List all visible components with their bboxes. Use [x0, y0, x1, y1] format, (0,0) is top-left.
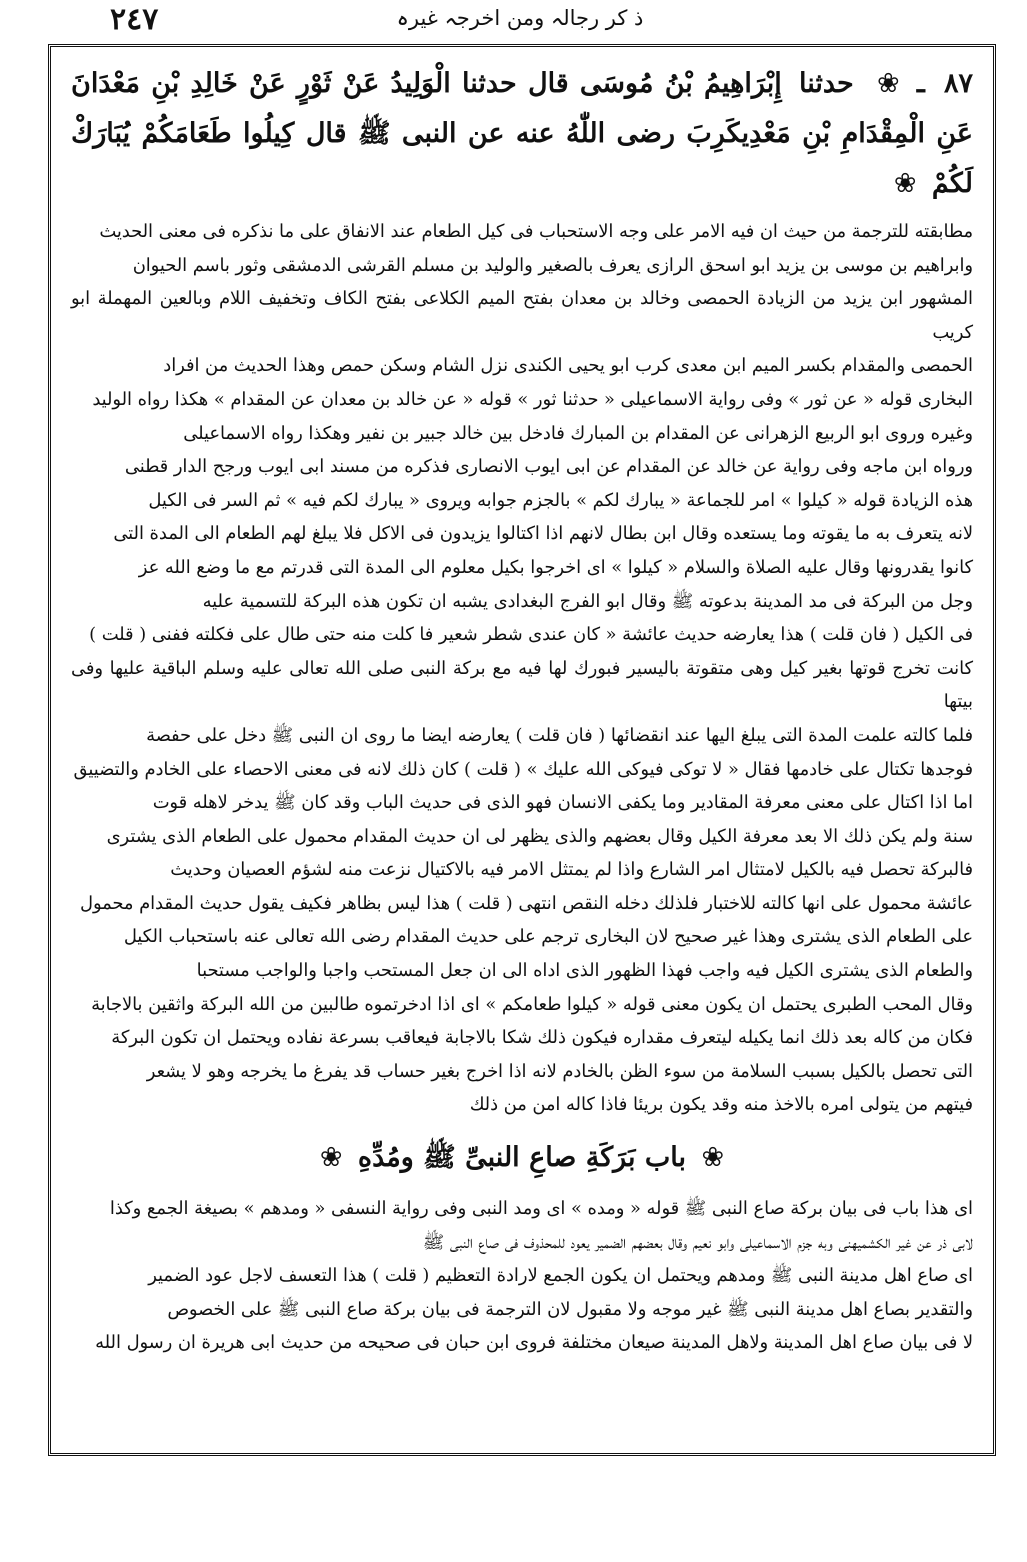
commentary-line: وقال المحب الطبرى يحتمل ان يكون معنى قوله « كيلوا طعامكم » اى اذا ادخرتموه طالبين من الله البركة واثقين بالاجابة: [91, 993, 973, 1015]
running-head: [40, 2, 1000, 46]
commentary-line: لانه يتعرف به ما يقوته وما يستعده وقال ابن بطال لانهم اذا اكتالوا يزيدون فى الاكل فلا يبلغ لهم الطعام الى المدة التى: [113, 523, 973, 545]
commentary-line: فكان من كاله بعد ذلك انما يكيله ليتعرف مقداره فيكون ذلك شكا بالاجابة فيعاقب بسرعة نفاده ويحتمل ان تكون البركة: [111, 1027, 973, 1049]
commentary-line: اى صاع اهل مدينة النبى ﷺ ومدهم ويحتمل ان يكون الجمع لارادة التعظيم ( قلت ) هذا التعسف لاجل عود الضمير: [148, 1265, 973, 1287]
hadith-text: [71, 59, 973, 209]
hadith-dash: ـ: [916, 68, 925, 99]
commentary-line: والطعام الذى يشترى الكيل فيه واجب فهذا الظهور الذى اداه الى ان جعل المستحب واجبا والواجب مستحبا: [196, 960, 973, 982]
commentary-line: وغيره وروى ابو الربيع الزهرانى عن المقدام بن المبارك فادخل بين خالد جبير بن نفير وهكذا رواه الاسماعيلى: [183, 422, 973, 444]
commentary-line: الحمصى والمقدام بكسر الميم ابن معدى كرب ابو يحيى الكندى نزل الشام وسكن حمص وهذا الحديث من افراد: [163, 355, 973, 377]
commentary-line: كانوا يقدرونها وقال عليه الصلاة والسلام « كيلوا » اى اخرجوا بكيل معلوم الى المدة التى قدرتم مع ما وضع الله عز: [138, 556, 973, 578]
commentary-line: ورواه ابن ماجه وفى رواية عن خالد عن المقدام عن ابى ايوب الانصارى فذكره من مسند ابى ايوب ورجح الدار قطنى: [124, 456, 973, 478]
running-head-title: ذ کر رجالہ ومن اخرجہ غیرہ: [396, 6, 644, 30]
commentary-line: وابراهيم بن موسى بن يزيد ابو اسحق الرازى يعرف بالصغير والوليد بن مسلم القرشى الدمشقى وثور باسم الحيوان: [132, 254, 973, 276]
commentary-line: اما اذا اكتال على معنى معرفة المقادير وما يكفى الانسان فهو الذى فى حديث الباب وقد كان ﷺ يدخر لاهله قوت: [152, 792, 973, 814]
commentary-line: على الطعام الذى يشترى وهذا غير صحيح لان البخارى ترجم على حديث المقدام رضى الله تعالى عنه باستحباب الكيل: [123, 926, 973, 948]
commentary-line: فوجدها تكتال على خادمها فقال « لا توكى فيوكى الله عليك » ( قلت ) كان ذلك لانه فى معنى الاحصاء على الخادم والتضييق: [73, 758, 973, 780]
bab-heading: [71, 1130, 973, 1186]
commentary-line: فيتهم من يتولى امره بالاخذ منه وقد يكون بريئا فاذا كاله امن من ذلك: [469, 1094, 973, 1116]
commentary-line: عائشة محمول على انها كالته للاختبار فلذلك دخله النقص انتهى ( قلت ) هذا ليس بظاهر فكيف يقول حديث المقدام محمول: [80, 892, 973, 914]
hadith-number: ٨٧: [944, 68, 974, 99]
flower-ornament-icon: ❀: [319, 1142, 343, 1174]
flower-ornament-icon: ❀: [893, 168, 917, 199]
commentary-line: اى هذا باب فى بيان بركة صاع النبى ﷺ قوله « ومده » اى ومد النبى وفى رواية النسفى « ومدهم » بصيغة الجمع وكذا: [109, 1198, 973, 1220]
commentary-line: فالبركة تحصل فيه بالكيل لامتثال امر الشارع واذا لم يمتثل الامر فيه بالاكتيال نزعت منه لشؤم العصيان وحديث: [170, 859, 973, 881]
hadith-isnad: إِبْرَاهِيمُ بْنُ مُوسَى قال حدثنا الْوَلِيدُ عَنْ ثَوْرٍ عَنْ خَالِدِ بْنِ مَعْدَانَ عَنِ الْمِقْدَامِ بْنِ مَعْدِيكَرِبَ رضى اللّٰهُ عنه عن النبى ﷺ قال: [71, 68, 974, 149]
commentary-line: والتقدير بصاع اهل مدينة النبى ﷺ غير موجه ولا مقبول لان الترجمة فى بيان بركة صاع النبى ﷺ على الخصوص: [167, 1298, 973, 1320]
flower-ornament-icon: ❀: [877, 68, 900, 99]
haddathana-label: حدثنا: [799, 68, 854, 99]
page-number: ٢٤٧: [110, 2, 159, 37]
text-content: [71, 59, 973, 1360]
commentary-line: سنة ولم يكن ذلك الا بعد معرفة الكيل وقال بعضهم والذى يظهر لى ان حديث المقدام محمول على الطعام الذى يشترى: [106, 825, 973, 847]
text-frame: [48, 44, 996, 1456]
commentary-line: فلما كالته علمت المدة التى يبلغ اليها عند انقضائها ( فان قلت ) يعارضه ايضا ما روى ان النبى ﷺ دخل على حفصة: [146, 724, 973, 746]
flower-ornament-icon: ❀: [701, 1142, 725, 1174]
hadith-matn: كِيلُوا طَعَامَكُمْ يُبَارَكْ لَكُمْ: [71, 118, 973, 199]
commentary-line: التى تحصل بالكيل بسبب السلامة من سوء الظن بالخادم لانه اذا اخرج بغير حساب قد يفرغ ما يخرجه وهو لا يشعر: [146, 1060, 973, 1082]
commentary-line: لا فى بيان صاع اهل المدينة ولاهل المدينة صيعان مختلفة فروى ابن حبان فى صحيحه من حديث ابى هريرة ان رسول الله: [95, 1332, 973, 1354]
commentary-line: لابى ذر عن غير الكشميهنى وبه جزم الاسماعيلى وابو نعيم وقال بعضهم الضمير يعود للمحذوف فى صاع النبى ﷺ: [422, 1231, 973, 1253]
commentary-line: البخارى قوله « عن ثور » وفى رواية الاسماعيلى « حدثنا ثور » قوله « عن خالد بن معدان عن المقدام » هكذا رواه الوليد: [92, 388, 973, 410]
book-page: [40, 0, 1000, 1480]
commentary-line: وجل من البركة فى مد المدينة بدعوته ﷺ وقال ابو الفرج البغدادى يشبه ان تكون هذه البركة للتسمية عليه: [202, 590, 973, 612]
bab-commentary: [71, 1192, 973, 1360]
commentary: [71, 215, 973, 1122]
commentary-line: فى الكيل ( فان قلت ) هذا يعارضه حديث عائشة « كان عندى شطر شعير فا كلت منه حتى طال على فكلته ففنى ( قلت ): [89, 624, 973, 646]
bab-heading-text: باب بَرَكَةِ صاعِ النبىِّ ﷺ ومُدِّهِ: [357, 1142, 687, 1174]
commentary-line: كانت تخرج قوتها بغير كيل وهى متقوتة باليسير فبورك لها فيه مع بركة النبى صلى الله تعالى عليه وسلم الباقية عليها وفى بيتها: [71, 657, 973, 713]
commentary-line: المشهور ابن يزيد من الزيادة الحمصى وخالد بن معدان بفتح الميم الكلاعى بفتح الكاف وتخفيف اللام وبالعين المهملة ابو كريب: [71, 288, 973, 343]
commentary-line: مطابقته للترجمة من حيث ان فيه الامر على وجه الاستحباب فى كيل الطعام عند الانفاق على ما نذكره فى معنى الحديث: [99, 221, 973, 242]
commentary-line: هذه الزيادة قوله « كيلوا » امر للجماعة « يبارك لكم » بالجزم جوابه ويروى « يبارك لكم فيه » ثم السر فى الكيل: [148, 489, 973, 511]
